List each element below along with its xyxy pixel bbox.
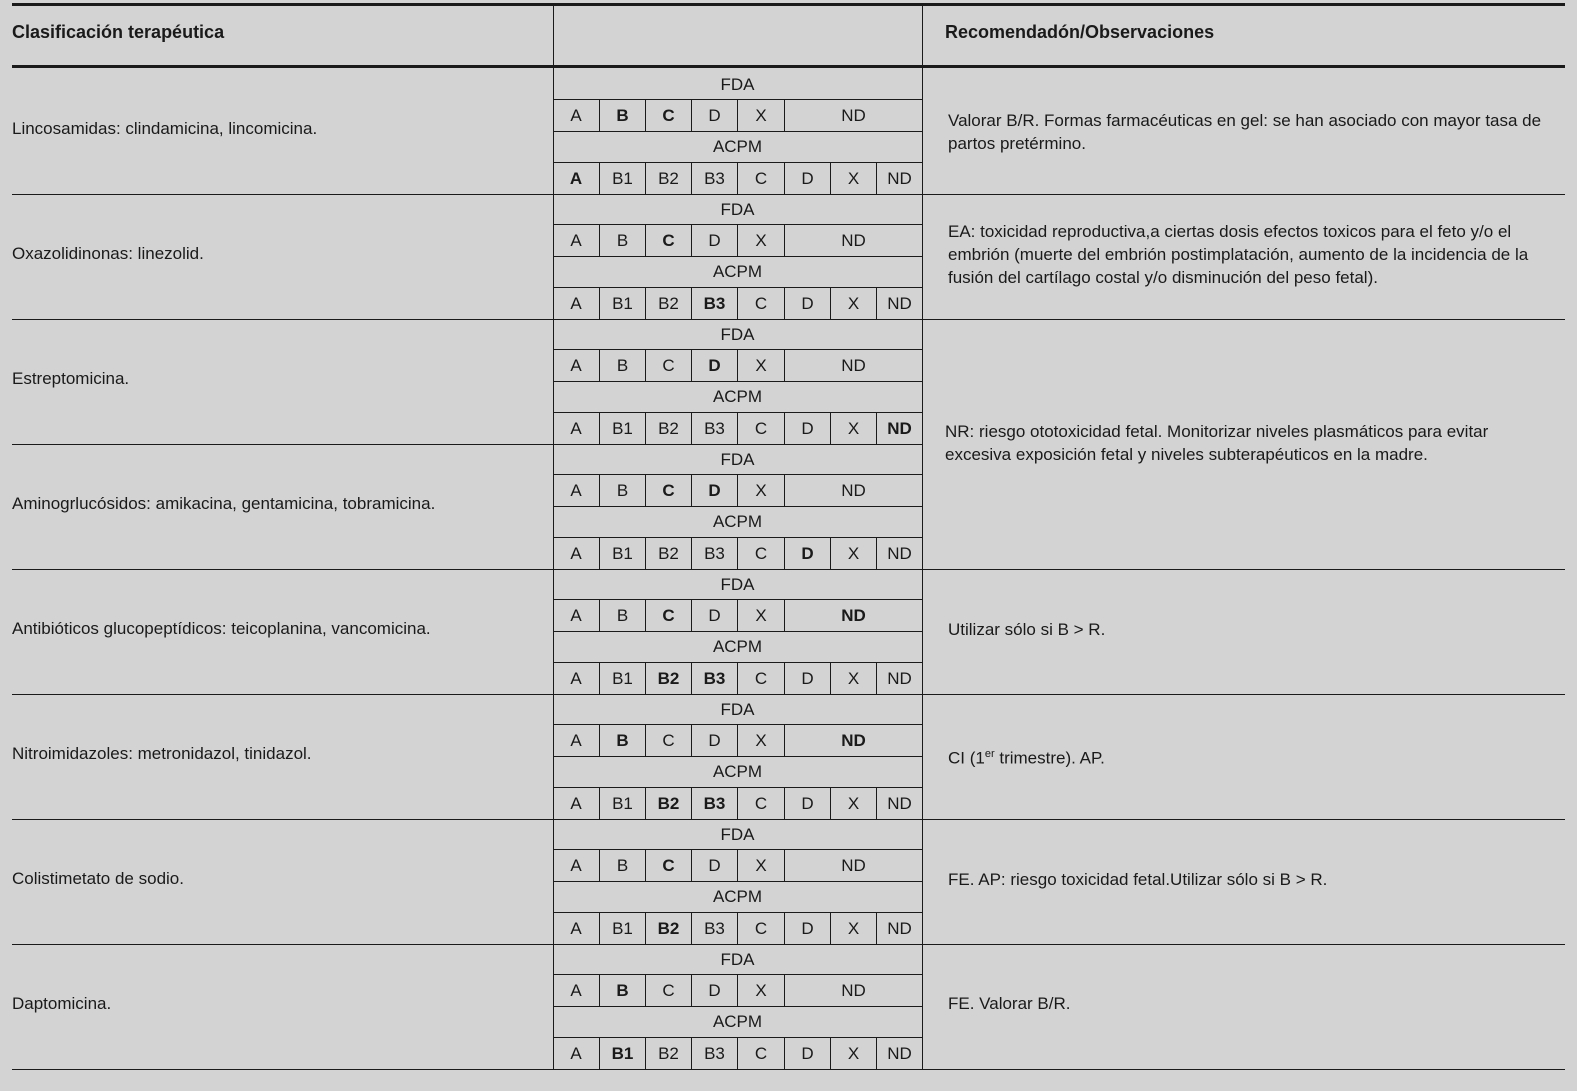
fda-category-cell: ND [784, 225, 922, 256]
acpm-category-cell: X [830, 163, 876, 194]
acpm-category-cell: A [570, 668, 582, 688]
acpm-category-cell: B1 [599, 1038, 645, 1069]
pregnancy-category-grid [553, 444, 922, 569]
fda-category-cell: D [691, 975, 737, 1006]
drug-class-name: Oxazolidinonas: linezolid. [12, 244, 204, 263]
pregnancy-category-grid [553, 194, 922, 319]
acpm-category-cell: B1 [599, 663, 645, 694]
header-classification: Clasificación terapéutica [12, 22, 225, 42]
acpm-category-cell: X [830, 288, 876, 319]
drug-class-name: Aminogrlucósidos: amikacina, gentamicina, tobramicina. [12, 494, 436, 513]
acpm-category-cell: A [570, 793, 582, 813]
acpm-category-cell: A [570, 543, 582, 563]
recommendation-nitroimidazoles [948, 743, 1548, 770]
acpm-category-cell: X [830, 1038, 876, 1069]
drug-class-name: Nitroimidazoles: metronidazol, tinidazol. [12, 744, 312, 763]
fda-category-cell: B [599, 725, 645, 756]
fda-category-cell: A [570, 730, 582, 750]
column-divider-2 [922, 6, 923, 1070]
fda-category-cell: ND [784, 850, 922, 881]
fda-category-cell: D [691, 225, 737, 256]
acpm-category-cell: B2 [645, 788, 691, 819]
acpm-category-cell: ND [876, 538, 922, 569]
acpm-category-cell: A [569, 168, 583, 188]
acpm-category-cell: ND [876, 788, 922, 819]
acpm-category-cell: B3 [691, 913, 737, 944]
acpm-category-cell: A [570, 418, 582, 438]
recommendation-estreptomicina-aminoglucosidos: NR: riesgo ototoxicidad fetal. Monitorizar niveles plasmáticos para evitar excesiva exposición fetal y niveles subterapéuticos en la madre. [945, 422, 1489, 464]
pregnancy-category-grid [553, 694, 922, 819]
acpm-category-cell: B1 [599, 913, 645, 944]
pregnancy-category-grid [553, 69, 922, 194]
top-rule [12, 3, 1565, 6]
fda-category-cell: C [645, 225, 691, 256]
fda-category-cell: ND [784, 975, 922, 1006]
fda-category-cell: X [737, 350, 784, 381]
acpm-category-cell: A [570, 918, 582, 938]
recommendation-glucopeptidos: Utilizar sólo si B > R. [948, 620, 1106, 639]
fda-category-cell: X [737, 100, 784, 131]
drug-class-name: Daptomicina. [12, 994, 112, 1013]
fda-category-cell: B [599, 975, 645, 1006]
acpm-category-cell: ND [876, 913, 922, 944]
fda-category-cell: B [599, 225, 645, 256]
recommendation-oxazolidinonas: EA: toxicidad reproductiva,a ciertas dosis efectos toxicos para el feto y/o el embrión (muerte del embrión postimplatación, aumento de la incidencia de la fusión del cartílago costal y/o disminución del peso fetal). [948, 222, 1529, 287]
fda-category-cell: C [645, 350, 691, 381]
fda-category-cell: X [737, 475, 784, 506]
fda-category-cell: A [570, 980, 582, 1000]
fda-category-cell: D [691, 100, 737, 131]
drug-class-name: Lincosamidas: clindamicina, lincomicina. [12, 119, 318, 138]
acpm-label: ACPM [712, 636, 763, 656]
acpm-category-cell: X [830, 663, 876, 694]
fda-category-cell: A [570, 105, 582, 125]
acpm-label: ACPM [712, 1011, 763, 1031]
acpm-category-cell: C [737, 538, 784, 569]
fda-label: FDA [720, 699, 755, 719]
fda-category-cell: C [645, 600, 691, 631]
fda-category-cell: B [599, 600, 645, 631]
acpm-label: ACPM [712, 136, 763, 156]
acpm-category-cell: B2 [645, 163, 691, 194]
rec-superscript: er [984, 748, 995, 760]
acpm-category-cell: B2 [645, 913, 691, 944]
pregnancy-category-grid [553, 819, 922, 944]
acpm-category-cell: A [570, 1043, 582, 1063]
fda-category-cell: B [599, 100, 645, 131]
fda-category-cell: A [570, 855, 582, 875]
acpm-category-cell: B2 [645, 1038, 691, 1069]
acpm-category-cell: B1 [599, 163, 645, 194]
fda-category-cell: B [599, 350, 645, 381]
fda-category-cell: ND [784, 100, 922, 131]
recommendation-colistimetato: FE. AP: riesgo toxicidad fetal.Utilizar sólo si B > R. [948, 870, 1328, 889]
acpm-category-cell: B3 [691, 788, 737, 819]
acpm-label: ACPM [712, 261, 763, 281]
fda-category-cell: B [599, 475, 645, 506]
acpm-category-cell: B3 [691, 663, 737, 694]
recommendation-daptomicina: FE. Valorar B/R. [948, 994, 1071, 1013]
acpm-category-cell: D [784, 163, 830, 194]
acpm-category-cell: X [830, 913, 876, 944]
acpm-category-cell: B2 [645, 288, 691, 319]
pregnancy-category-grid [553, 319, 922, 444]
fda-category-cell: C [645, 475, 691, 506]
rec-text-pre: CI (1 [948, 748, 985, 768]
acpm-category-cell: ND [876, 413, 922, 444]
fda-category-cell: D [691, 475, 737, 506]
acpm-category-cell: D [784, 538, 830, 569]
fda-category-cell: C [645, 975, 691, 1006]
fda-category-cell: X [737, 850, 784, 881]
acpm-category-cell: B2 [645, 538, 691, 569]
acpm-category-cell: D [784, 913, 830, 944]
fda-category-cell: C [645, 100, 691, 131]
recommendation-lincosamidas: Valorar B/R. Formas farmacéuticas en gel: se han asociado con mayor tasa de partos pretérmino. [948, 111, 1542, 153]
acpm-category-cell: B3 [691, 538, 737, 569]
pregnancy-category-grid [553, 944, 922, 1069]
fda-label: FDA [720, 449, 755, 469]
acpm-category-cell: B3 [691, 163, 737, 194]
drug-class-name: Colistimetato de sodio. [12, 869, 184, 888]
acpm-category-cell: B3 [691, 288, 737, 319]
acpm-category-cell: D [784, 663, 830, 694]
fda-label: FDA [720, 824, 755, 844]
acpm-category-cell: B1 [599, 788, 645, 819]
acpm-label: ACPM [712, 386, 763, 406]
fda-category-cell: ND [784, 475, 922, 506]
fda-category-cell: A [570, 480, 582, 500]
acpm-category-cell: B1 [599, 288, 645, 319]
fda-category-cell: ND [784, 350, 922, 381]
acpm-category-cell: C [737, 663, 784, 694]
acpm-category-cell: X [830, 538, 876, 569]
fda-category-cell: D [691, 850, 737, 881]
drug-class-name: Antibióticos glucopeptídicos: teicoplanina, vancomicina. [12, 619, 431, 638]
fda-category-cell: B [599, 850, 645, 881]
fda-label: FDA [720, 324, 755, 344]
acpm-category-cell: ND [876, 163, 922, 194]
acpm-category-cell: B3 [691, 1038, 737, 1069]
acpm-category-cell: X [830, 788, 876, 819]
fda-category-cell: D [691, 725, 737, 756]
acpm-category-cell: A [570, 293, 582, 313]
acpm-label: ACPM [712, 511, 763, 531]
acpm-category-cell: D [784, 413, 830, 444]
acpm-label: ACPM [712, 761, 763, 781]
acpm-category-cell: C [737, 413, 784, 444]
acpm-category-cell: C [737, 288, 784, 319]
acpm-category-cell: C [737, 1038, 784, 1069]
acpm-category-cell: B2 [645, 413, 691, 444]
fda-category-cell: C [645, 850, 691, 881]
fda-category-cell: D [691, 600, 737, 631]
acpm-category-cell: X [830, 413, 876, 444]
acpm-category-cell: ND [876, 663, 922, 694]
fda-category-cell: X [737, 225, 784, 256]
fda-category-cell: ND [784, 725, 922, 756]
acpm-category-cell: B3 [691, 413, 737, 444]
acpm-category-cell: B1 [599, 413, 645, 444]
fda-category-cell: A [570, 230, 582, 250]
fda-category-cell: C [645, 725, 691, 756]
acpm-category-cell: ND [876, 288, 922, 319]
fda-category-cell: ND [784, 600, 922, 631]
fda-label: FDA [720, 949, 755, 969]
fda-category-cell: X [737, 725, 784, 756]
fda-label: FDA [720, 574, 755, 594]
fda-category-cell: A [570, 355, 582, 375]
acpm-category-cell: D [784, 788, 830, 819]
rec-text-post: trimestre). AP. [994, 748, 1105, 768]
acpm-category-cell: C [737, 788, 784, 819]
acpm-category-cell: B1 [599, 538, 645, 569]
fda-label: FDA [720, 199, 755, 219]
header-rule [12, 65, 1565, 68]
acpm-category-cell: B2 [645, 663, 691, 694]
acpm-category-cell: D [784, 288, 830, 319]
header-recommendation: Recomendadón/Observaciones [945, 22, 1215, 42]
acpm-category-cell: C [737, 913, 784, 944]
acpm-category-cell: D [784, 1038, 830, 1069]
acpm-category-cell: C [737, 163, 784, 194]
acpm-category-cell: ND [876, 1038, 922, 1069]
acpm-label: ACPM [712, 886, 763, 906]
fda-category-cell: D [691, 350, 737, 381]
fda-category-cell: X [737, 600, 784, 631]
fda-label: FDA [720, 74, 755, 94]
fda-category-cell: A [570, 605, 582, 625]
fda-category-cell: X [737, 975, 784, 1006]
table-bottom-rule [12, 1069, 1565, 1070]
pregnancy-category-grid [553, 569, 922, 694]
drug-class-name: Estreptomicina. [12, 369, 130, 388]
